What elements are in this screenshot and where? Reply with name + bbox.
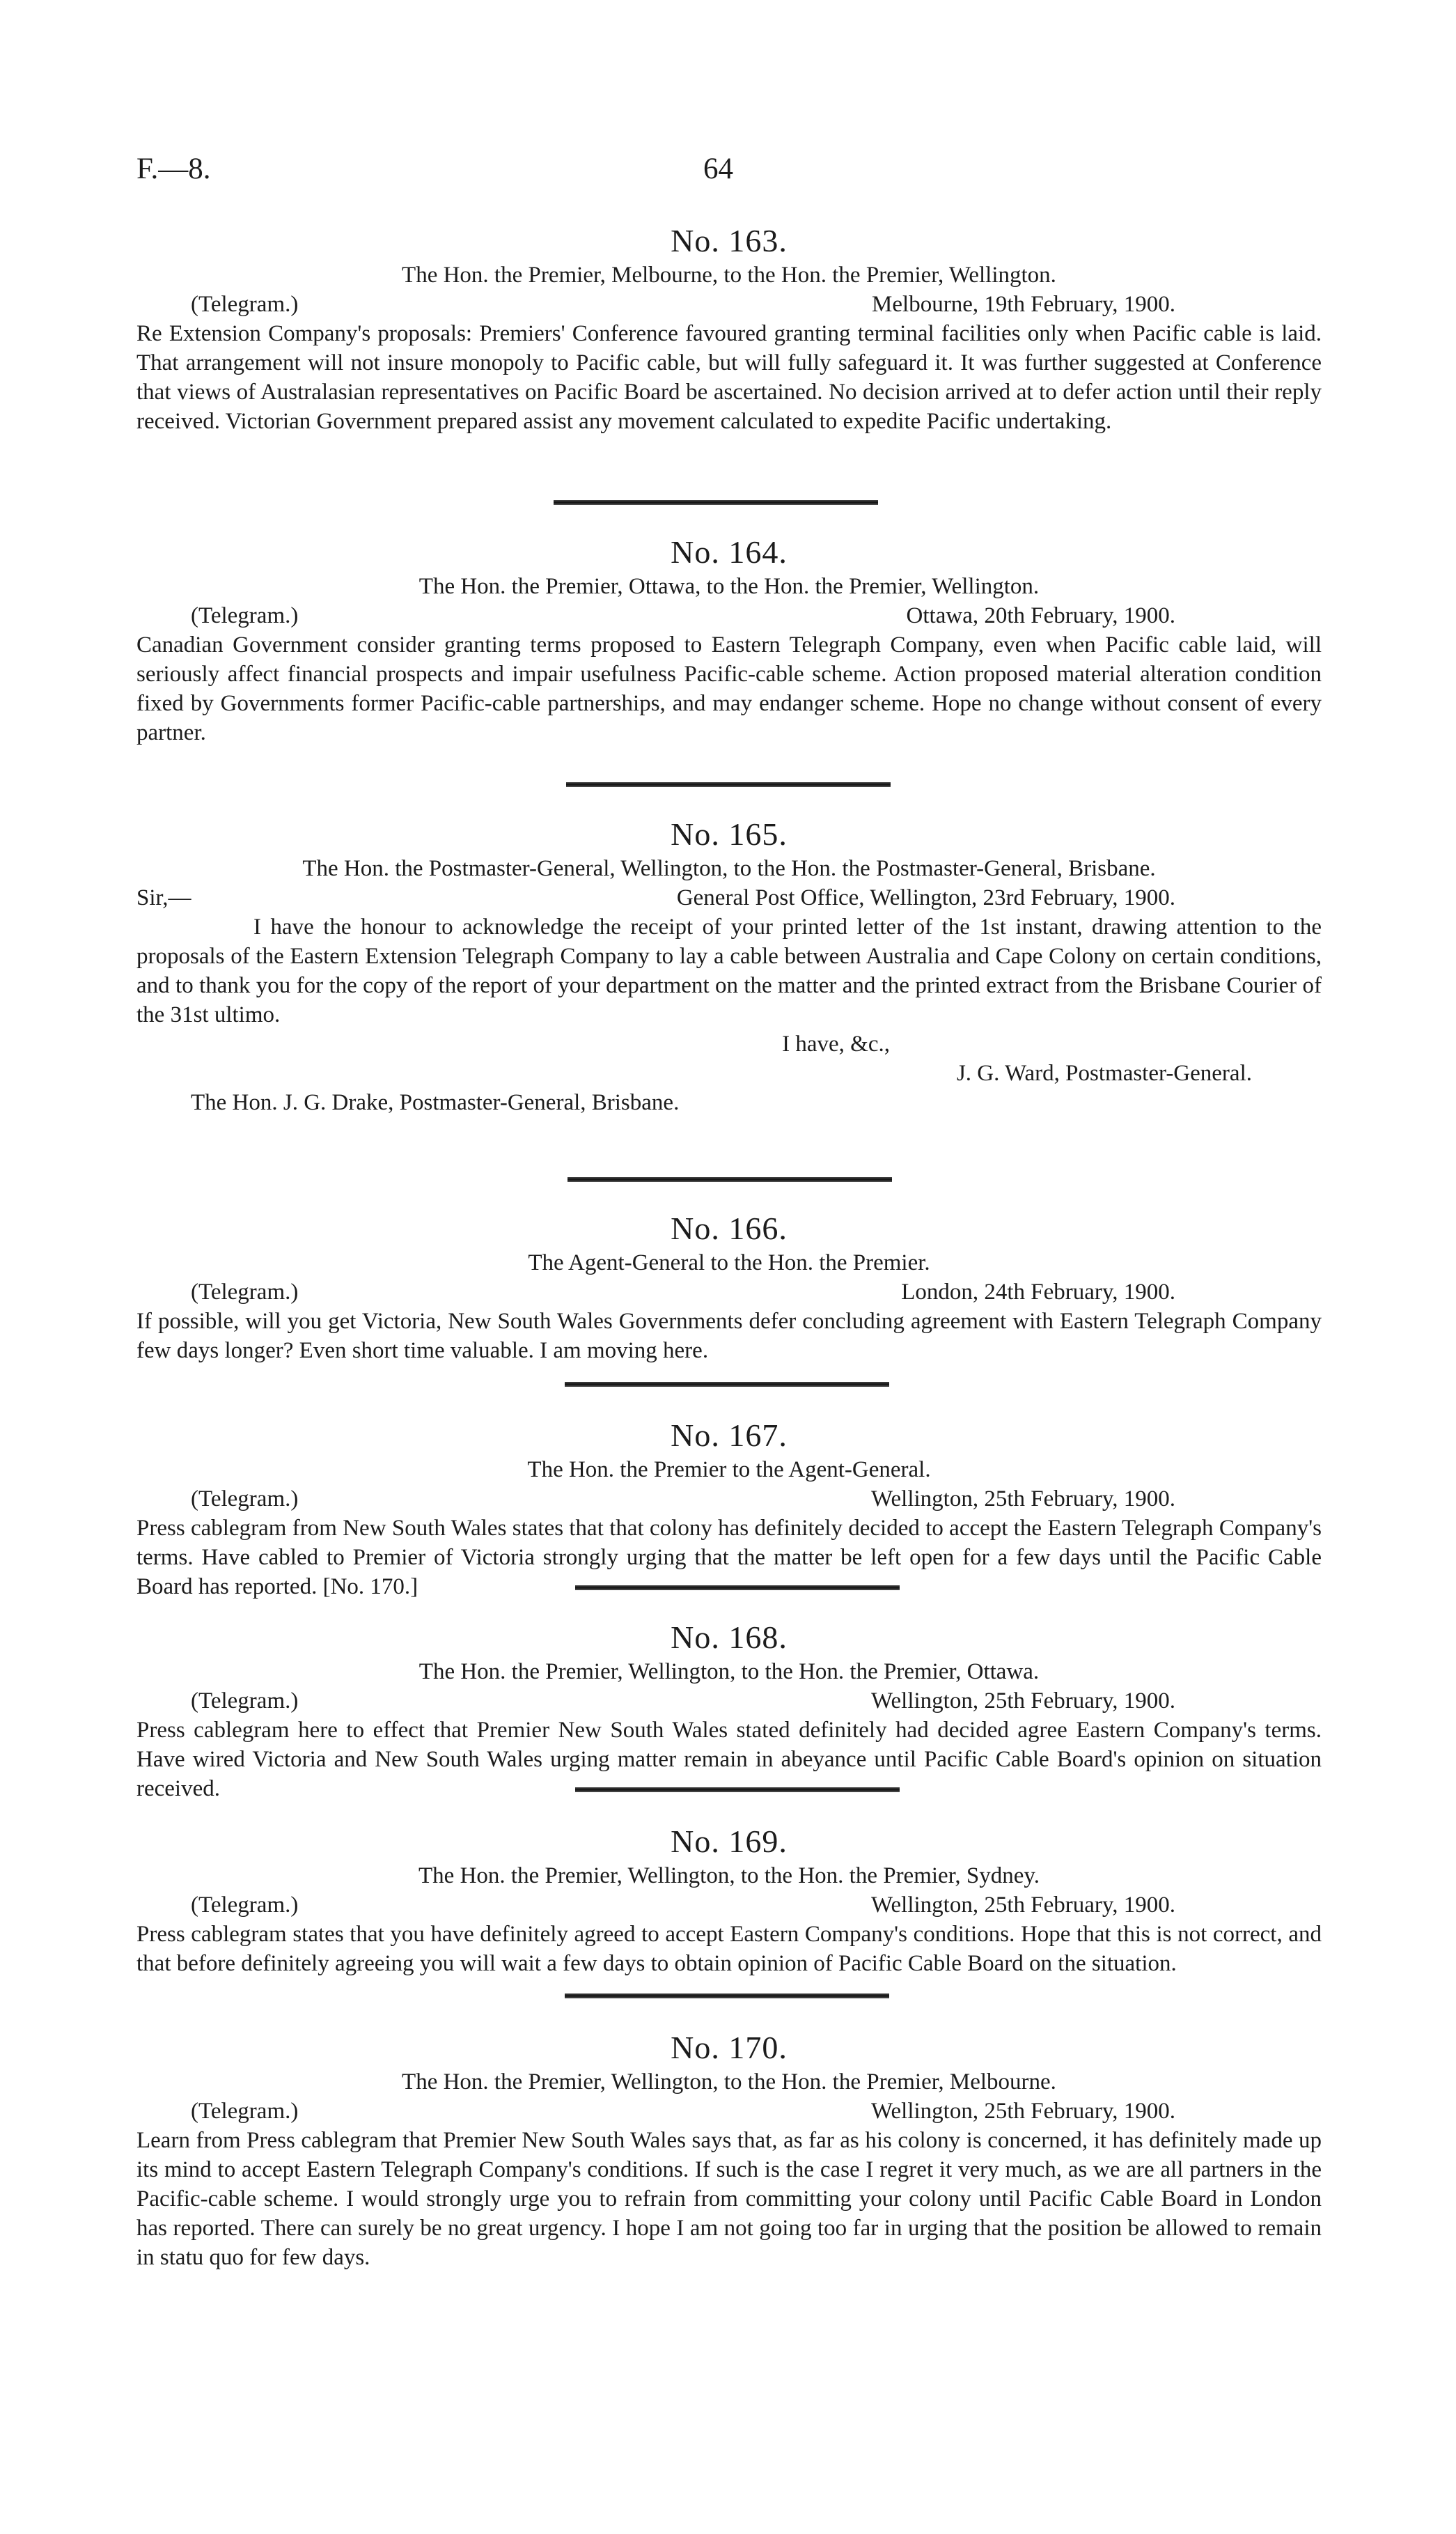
telegram-line xyxy=(136,290,1322,319)
section-body: Press cablegram here to effect that Premier New South Wales stated definitely had decided agree Eastern Company's terms. Have wired Victoria and New South Wales urging matter remain in abeyance until Pacific Cable Board's opinion on situation received. xyxy=(136,1718,1322,1801)
section-number: No. 164. xyxy=(671,534,788,570)
place-date: Wellington, 25th February, 1900. xyxy=(871,2099,1175,2124)
telegram-line xyxy=(136,2097,1322,2126)
section-route: The Hon. the Premier, Wellington, to the Hon. the Premier, Sydney. xyxy=(418,1863,1040,1888)
section-number: No. 166. xyxy=(671,1211,788,1246)
section-divider xyxy=(565,1382,889,1387)
telegram-line xyxy=(136,1686,1322,1716)
section-body: Learn from Press cablegram that Premier New South Wales says that, as far as his colony is concerned, it has definitely made up its mind to accept Eastern Telegraph Company's conditions. If such is the case I regret it very much, as we are all partners in the Pacific-cable scheme. I would strongly urge you to refrain from committing your colony until Pacific Cable Board in London has reported. There can surely be no great urgency. I hope I am not going too far in urging that the position be allowed to remain in statu quo for few days. xyxy=(136,2128,1322,2270)
telegram-kind: (Telegram.) xyxy=(191,603,299,628)
section-divider xyxy=(565,1993,889,1998)
salutation: Sir,— xyxy=(136,885,191,910)
section-body: Press cablegram states that you have definitely agreed to accept Eastern Company's conditions. Hope that this is not correct, and that before definitely agreeing you will wait a few days to obtain opinion of Pacific Cable Board on the situation. xyxy=(136,1922,1322,1976)
section-number: No. 168. xyxy=(671,1619,788,1655)
section-body: Re Extension Company's proposals: Premiers' Conference favoured granting terminal facilities only when Pacific cable is laid. That arrangement will not insure monopoly to Pacific cable, but will fully safeguard it. It was further suggested at Conference that views of Australasian representatives on Pacific Board be ascertained. No decision arrived at to defer action until their reply received. Victorian Government prepared assist any movement calculated to expedite Pacific undertaking. xyxy=(136,321,1322,434)
section-route: The Hon. the Premier to the Agent-General. xyxy=(527,1457,931,1482)
telegram-line xyxy=(136,1890,1322,1920)
section-163 xyxy=(136,221,1322,436)
place-date: General Post Office, Wellington, 23rd February, 1900. xyxy=(676,885,1175,910)
place-date: Wellington, 25th February, 1900. xyxy=(871,1892,1175,1918)
section-route: The Hon. the Premier, Melbourne, to the Hon. the Premier, Wellington. xyxy=(402,263,1056,288)
section-168 xyxy=(136,1618,1322,1803)
signature-line xyxy=(136,1059,1322,1088)
section-167 xyxy=(136,1416,1322,1601)
section-number: No. 169. xyxy=(671,1824,788,1859)
section-route: The Hon. the Premier, Wellington, to the Hon. the Premier, Melbourne. xyxy=(402,2069,1056,2094)
section-165 xyxy=(136,815,1322,1117)
place-date: London, 24th February, 1900. xyxy=(901,1280,1175,1305)
place-date: Wellington, 25th February, 1900. xyxy=(871,1688,1175,1713)
place-date: Wellington, 25th February, 1900. xyxy=(871,1486,1175,1511)
telegram-kind: (Telegram.) xyxy=(191,292,299,317)
telegram-kind: (Telegram.) xyxy=(191,1688,299,1713)
section-divider xyxy=(567,1177,892,1182)
letter-heading-line xyxy=(136,883,1322,912)
telegram-line xyxy=(136,1277,1322,1307)
telegram-kind: (Telegram.) xyxy=(191,1486,299,1511)
place-date: Ottawa, 20th February, 1900. xyxy=(906,603,1175,628)
section-164 xyxy=(136,533,1322,747)
signature: J. G. Ward, Postmaster-General. xyxy=(956,1061,1252,1086)
telegram-kind: (Telegram.) xyxy=(191,1280,299,1305)
closing: I have, &c., xyxy=(782,1032,890,1057)
section-166 xyxy=(136,1209,1322,1365)
section-number: No. 165. xyxy=(671,816,788,852)
place-date: Melbourne, 19th February, 1900. xyxy=(872,292,1175,317)
telegram-line xyxy=(136,1484,1322,1514)
telegram-kind: (Telegram.) xyxy=(191,2099,299,2124)
section-number: No. 170. xyxy=(671,2030,788,2065)
telegram-line xyxy=(136,601,1322,630)
section-170 xyxy=(136,2028,1322,2272)
section-number: No. 167. xyxy=(671,1417,788,1453)
section-body: Canadian Government consider granting terms proposed to Eastern Telegraph Company, even when Pacific cable laid, will seriously affect financial prospects and impair usefulness Pacific-cable scheme. Action proposed material alteration condition fixed by Governments former Pacific-cable partnerships, and may endanger scheme. Hope no change without consent of every partner. xyxy=(136,632,1322,745)
section-divider xyxy=(554,500,878,505)
section-number: No. 163. xyxy=(671,223,788,258)
section-route: The Agent-General to the Hon. the Premier. xyxy=(528,1250,930,1275)
section-body: If possible, will you get Victoria, New South Wales Governments defer concluding agreement with Eastern Telegraph Company few days longer? Even short time valuable. I am moving here. xyxy=(136,1309,1322,1363)
section-divider xyxy=(575,1787,900,1792)
section-divider xyxy=(575,1585,900,1590)
addressee: The Hon. J. G. Drake, Postmaster-General, Brisbane. xyxy=(191,1090,680,1115)
section-route: The Hon. the Postmaster-General, Wellington, to the Hon. the Postmaster-General, Brisbane. xyxy=(302,856,1156,881)
section-divider xyxy=(566,782,891,787)
section-route: The Hon. the Premier, Wellington, to the Hon. the Premier, Ottawa. xyxy=(418,1659,1040,1684)
section-body: Press cablegram from New South Wales states that that colony has definitely decided to accept the Eastern Telegraph Company's terms. Have cabled to Premier of Victoria strongly urging that the matter be left open for a few days until the Pacific Cable Board has reported. [No. 170.] xyxy=(136,1516,1322,1599)
series-label: F.—8. xyxy=(136,153,211,185)
section-169 xyxy=(136,1822,1322,1978)
section-body: I have the honour to acknowledge the receipt of your printed letter of the 1st instant, drawing attention to the proposals of the Eastern Extension Telegraph Company to lay a cable between Australia and Cape Colony on certain conditions, and to thank you for the copy of the report of your department on the matter and the printed extract from the Brisbane Courier of the 31st ultimo. xyxy=(136,915,1322,1027)
telegram-kind: (Telegram.) xyxy=(191,1892,299,1918)
closing-line xyxy=(136,1029,1322,1059)
page-number: 64 xyxy=(703,153,733,185)
section-route: The Hon. the Premier, Ottawa, to the Hon. the Premier, Wellington. xyxy=(418,574,1040,599)
